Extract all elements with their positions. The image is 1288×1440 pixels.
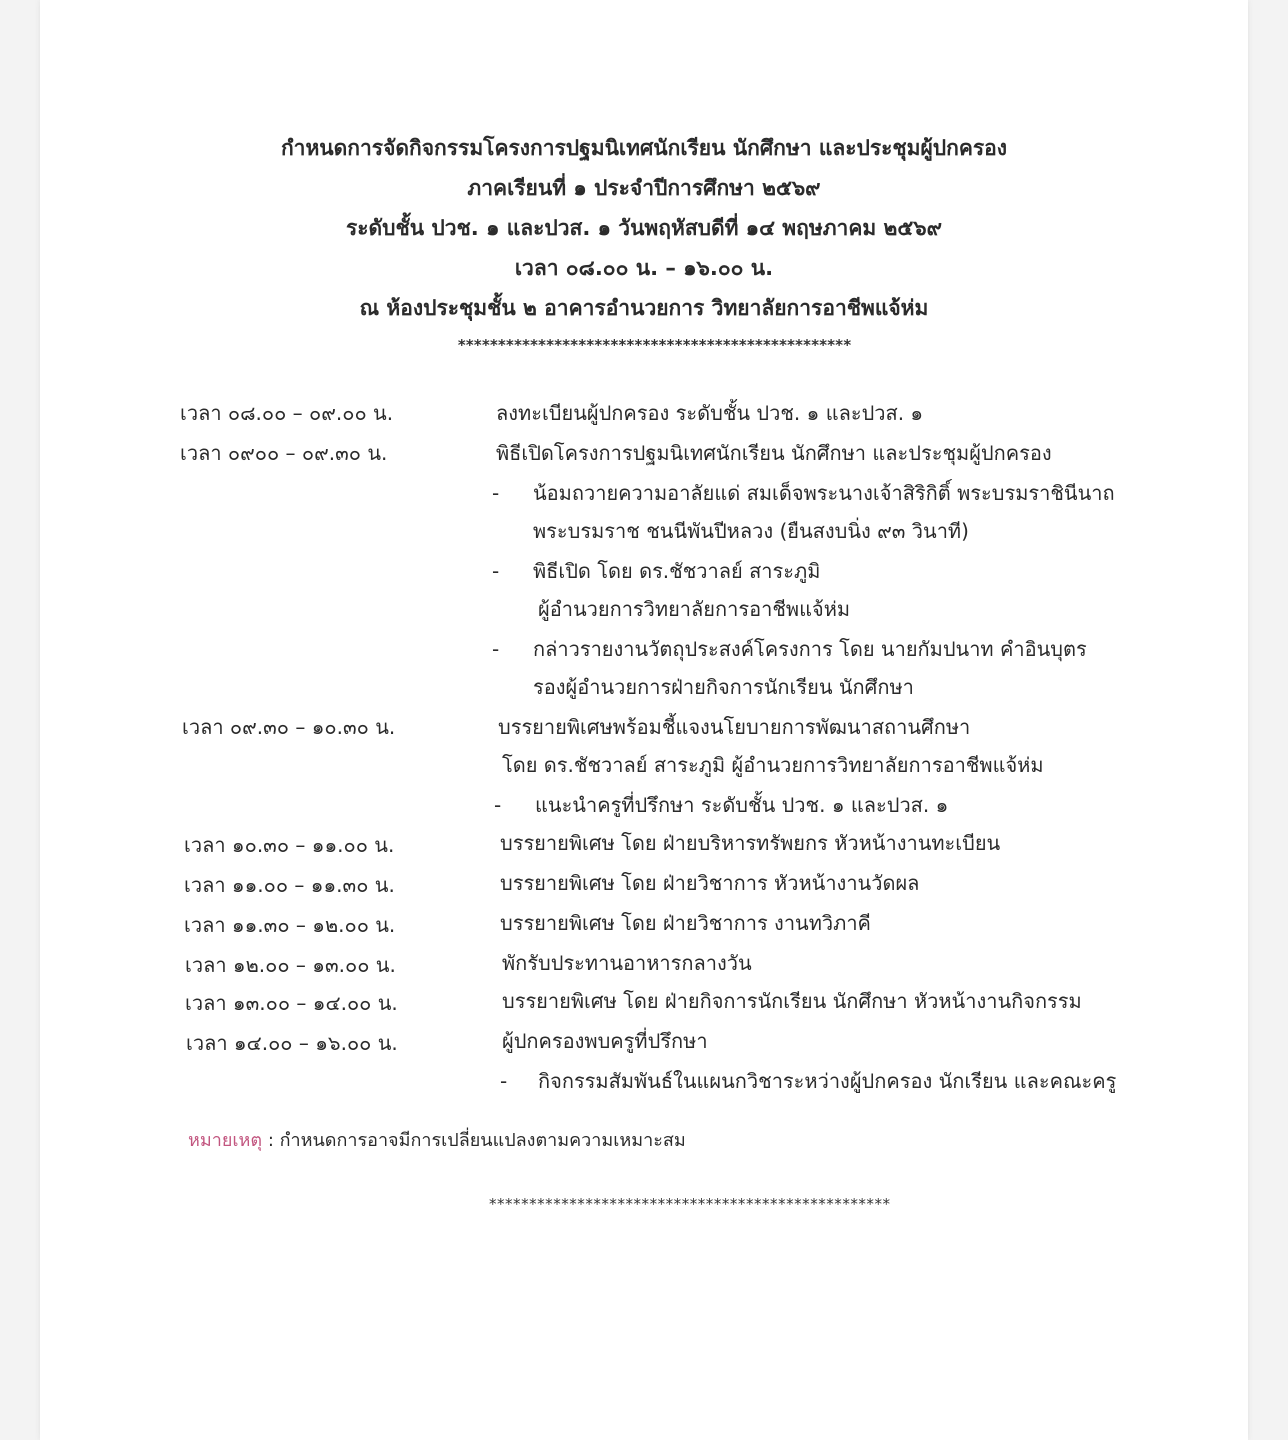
- schedule-activity: ผู้ปกครองพบครูที่ปรึกษา: [502, 1029, 708, 1053]
- schedule-time: เวลา ๑๐.๓๐ – ๑๑.๐๐ น.: [184, 833, 395, 857]
- document-header: [0, 128, 1288, 328]
- schedule-time: เวลา ๐๙๐๐ – ๐๙.๓๐ น.: [180, 441, 388, 465]
- header-semester: ภาคเรียนที่ ๑ ประจำปีการศึกษา ๒๕๖๙: [467, 176, 821, 200]
- header-divider: *************************************************: [457, 336, 851, 354]
- schedule-time: เวลา ๑๑.๓๐ – ๑๒.๐๐ น.: [184, 913, 396, 937]
- schedule-subitem-cont: พระบรมราช ชนนีพันปีหลวง (ยืนสงบนิ่ง ๙๓ วินาที): [533, 519, 969, 543]
- schedule-subitem: กล่าวรายงานวัตถุประสงค์โครงการ โดย นายกัมปนาท คำอินบุตร: [533, 637, 1087, 661]
- schedule-activity: พิธีเปิดโครงการปฐมนิเทศนักเรียน นักศึกษา และประชุมผู้ปกครอง: [496, 441, 1052, 465]
- schedule-activity: ลงทะเบียนผู้ปกครอง ระดับชั้น ปวช. ๑ และปวส. ๑: [496, 401, 924, 425]
- schedule-activity: บรรยายพิเศษ โดย ฝ่ายบริหารทรัพยกร หัวหน้างานทะเบียน: [500, 831, 1001, 855]
- header-time: เวลา ๐๘.๐๐ น. – ๑๖.๐๐ น.: [514, 256, 774, 280]
- schedule-subitem-cont: ผู้อำนวยการวิทยาลัยการอาชีพแจ้ห่ม: [538, 597, 851, 621]
- header-venue: ณ ห้องประชุมชั้น ๒ อาคารอำนวยการ วิทยาลัยการอาชีพแจ้ห่ม: [359, 296, 929, 320]
- schedule-subitem: แนะนำครูที่ปรึกษา ระดับชั้น ปวช. ๑ และปวส. ๑: [535, 793, 949, 817]
- schedule-subitem: พิธีเปิด โดย ดร.ชัชวาลย์ สาระภูมิ: [533, 559, 821, 583]
- schedule-activity: บรรยายพิเศษ โดย ฝ่ายกิจการนักเรียน นักศึกษา หัวหน้างานกิจกรรม: [502, 989, 1082, 1013]
- bullet-dash: -: [492, 559, 500, 583]
- remark-text: : กำหนดการอาจมีการเปลี่ยนแปลงตามความเหมาะสม: [262, 1130, 686, 1151]
- schedule-time: เวลา ๐๘.๐๐ – ๐๙.๐๐ น.: [180, 401, 394, 425]
- schedule-subitem-cont: รองผู้อำนวยการฝ่ายกิจการนักเรียน นักศึกษา: [533, 675, 914, 699]
- schedule-time: เวลา ๑๓.๐๐ – ๑๔.๐๐ น.: [185, 991, 398, 1015]
- header-level-date: ระดับชั้น ปวช. ๑ และปวส. ๑ วันพฤหัสบดีที่ ๑๔ พฤษภาคม ๒๕๖๙: [345, 216, 942, 240]
- footer-divider: **************************************************: [488, 1195, 890, 1213]
- bullet-dash: -: [492, 637, 500, 661]
- remark-label: หมายเหตุ: [188, 1130, 263, 1151]
- remark: [188, 1128, 686, 1154]
- schedule-activity: พักรับประทานอาหารกลางวัน: [502, 951, 752, 975]
- schedule-subitem: น้อมถวายความอาลัยแด่ สมเด็จพระนางเจ้าสิริกิติ์ พระบรมราชินีนาถ: [533, 481, 1115, 505]
- bullet-dash: -: [500, 1069, 508, 1093]
- schedule-time: เวลา ๑๔.๐๐ – ๑๖.๐๐ น.: [186, 1031, 398, 1055]
- schedule-subitem: กิจกรรมสัมพันธ์ในแผนกวิชาระหว่างผู้ปกครอง นักเรียน และคณะครู: [538, 1069, 1117, 1093]
- schedule-activity: บรรยายพิเศษ โดย ฝ่ายวิชาการ หัวหน้างานวัดผล: [500, 871, 920, 895]
- header-title: กำหนดการจัดกิจกรรมโครงการปฐมนิเทศนักเรียน นักศึกษา และประชุมผู้ปกครอง: [280, 136, 1008, 160]
- schedule-activity: บรรยายพิเศษพร้อมชี้แจงนโยบายการพัฒนาสถานศึกษา: [498, 715, 971, 739]
- schedule-time: เวลา ๑๒.๐๐ – ๑๓.๐๐ น.: [185, 953, 396, 977]
- schedule-time: เวลา ๐๙.๓๐ – ๑๐.๓๐ น.: [182, 715, 396, 739]
- bullet-dash: -: [494, 793, 502, 817]
- schedule-activity-cont: โดย ดร.ชัชวาลย์ สาระภูมิ ผู้อำนวยการวิทยาลัยการอาชีพแจ้ห่ม: [502, 753, 1044, 777]
- bullet-dash: -: [492, 481, 500, 505]
- schedule-activity: บรรยายพิเศษ โดย ฝ่ายวิชาการ งานทวิภาคี: [500, 911, 871, 935]
- schedule-time: เวลา ๑๑.๐๐ – ๑๑.๓๐ น.: [184, 873, 395, 897]
